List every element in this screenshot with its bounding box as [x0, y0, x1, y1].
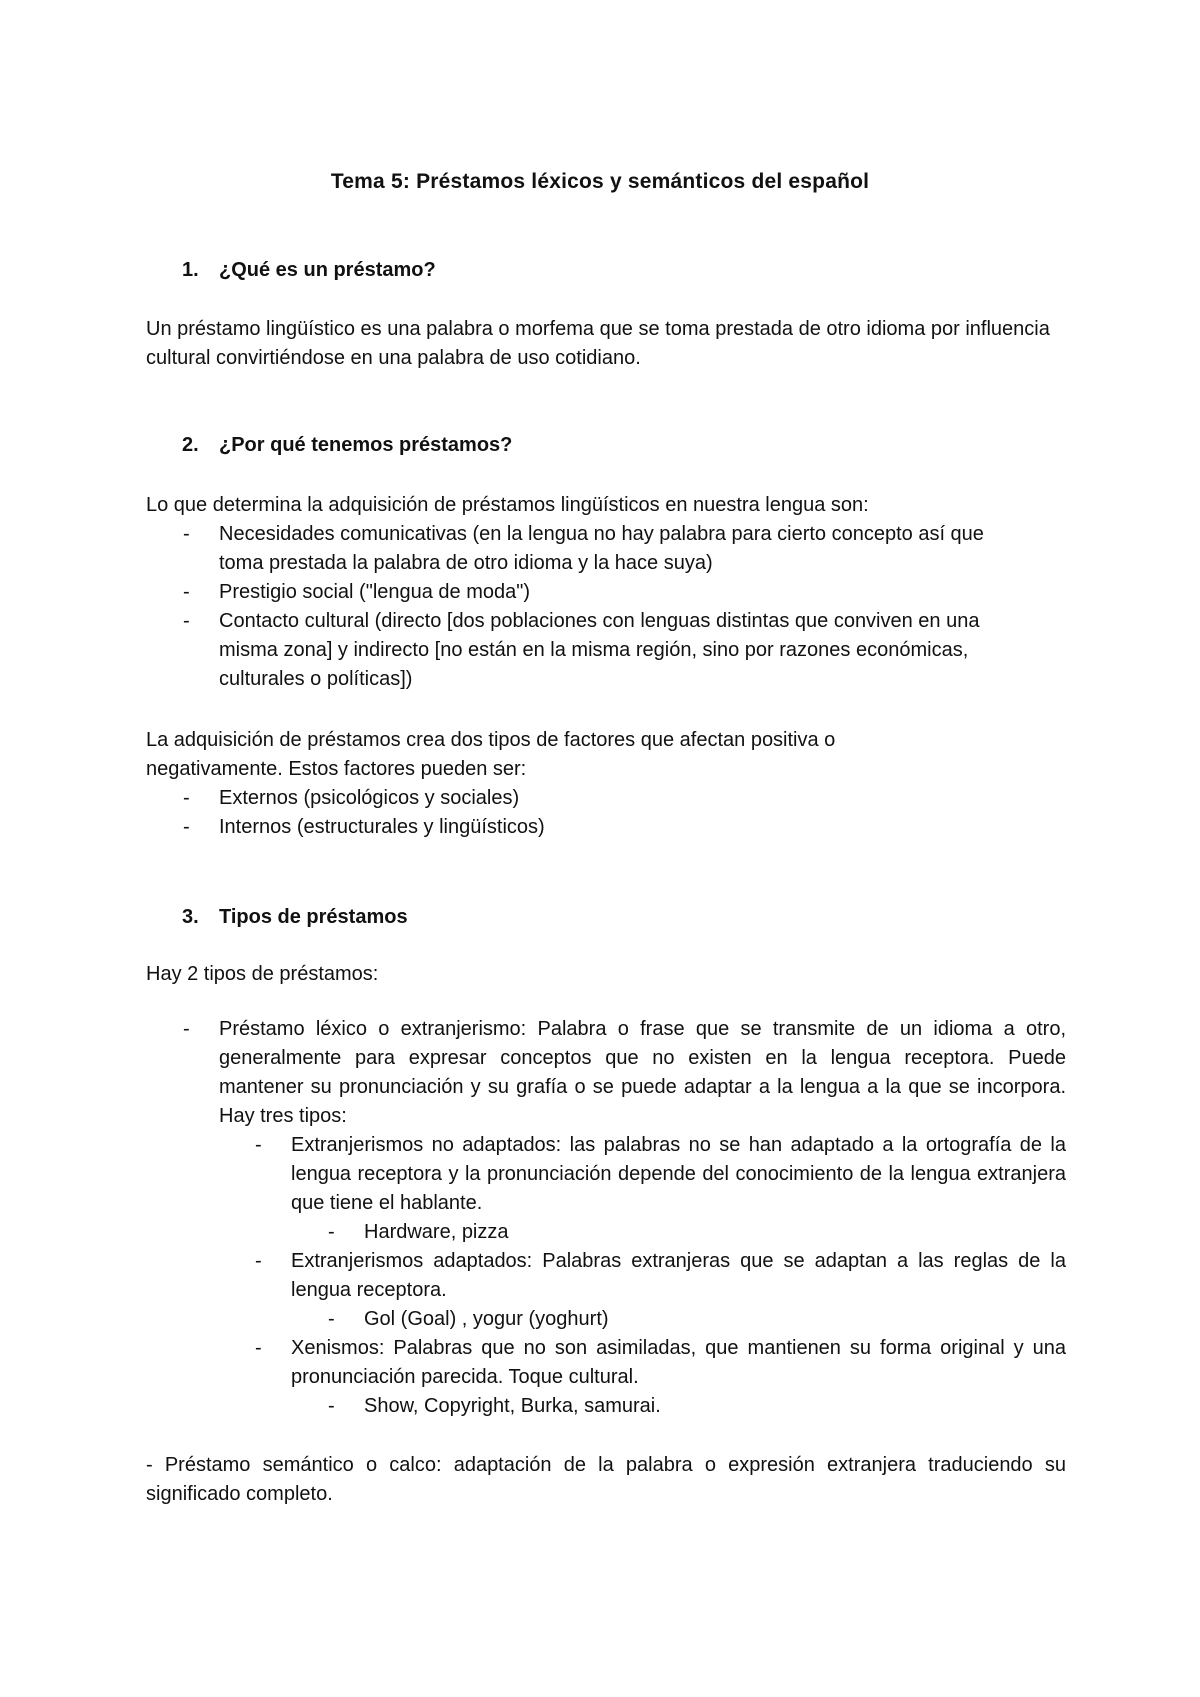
list-item-sub [146, 1131, 1066, 1218]
list-item-text: Contacto cultural (directo [dos poblaciones con lenguas distintas que conviven en una misma zona] y indirecto [no están en la misma región, sino por razones económicas, culturales o políticas]) [219, 610, 980, 690]
dash-marker: - [183, 610, 190, 632]
list-item [146, 784, 936, 813]
list-item-text: Xenismos: Palabras que no son asimiladas, que mantienen su forma original y una pronunciación parecida. Toque cultural. [291, 1337, 1066, 1388]
section-2-heading [182, 434, 512, 457]
section-3-intro: Hay 2 tipos de préstamos: [146, 963, 379, 985]
dash-marker: - [255, 1134, 262, 1156]
dash-marker: - [183, 1018, 190, 1040]
semantic-loan-paragraph: - Préstamo semántico o calco: adaptación de la palabra o expresión extranjera traduciendo su significado completo. [146, 1454, 1066, 1505]
dash-marker: - [183, 581, 190, 603]
list-item-text: Necesidades comunicativas (en la lengua no hay palabra para cierto concepto así que toma prestada la palabra de otro idioma y la hace suya) [219, 523, 984, 574]
list-item-text: Extranjerismos no adaptados: las palabras no se han adaptado a la ortografía de la lengua receptora y la pronunciación depende del conocimiento de la lengua extranjera que tiene el hablante. [291, 1134, 1066, 1214]
list-item-lexico [146, 1015, 1066, 1131]
list-item-example [146, 1305, 1066, 1334]
example-text: Gol (Goal) , yogur (yoghurt) [364, 1308, 609, 1330]
section-2-intro: Lo que determina la adquisición de préstamos lingüísticos en nuestra lengua son: [146, 494, 869, 516]
section-1-heading [182, 259, 436, 282]
list-item [146, 813, 936, 842]
dash-marker: - [255, 1337, 262, 1359]
reasons-list [146, 520, 1031, 694]
list-item-text: Prestigio social ("lengua de moda") [219, 581, 531, 603]
example-text: Show, Copyright, Burka, samurai. [364, 1395, 661, 1417]
list-item-text: Préstamo léxico o extranjerismo: Palabra o frase que se transmite de un idioma a otro, generalmente para expresar conceptos que no existen en la lengua receptora. Puede mantener su pronunciación y su grafía o se puede adaptar a la lengua a la que se incorpora. Hay tres tipos: [219, 1018, 1066, 1127]
dash-marker: - [183, 787, 190, 809]
section-1-title: ¿Qué es un préstamo? [219, 259, 436, 281]
list-item [146, 520, 1031, 578]
list-item-sub [146, 1334, 1066, 1392]
list-item-text: Internos (estructurales y lingüísticos) [219, 816, 545, 838]
document-title: Tema 5: Préstamos léxicos y semánticos del español [330, 170, 870, 193]
list-item-text: Externos (psicológicos y sociales) [219, 787, 520, 809]
list-item-sub [146, 1247, 1066, 1305]
factors-intro: La adquisición de préstamos crea dos tipos de factores que afectan positiva o negativamente. Estos factores pueden ser: [146, 729, 836, 780]
section-3-heading [182, 906, 408, 929]
section-1-number: 1. [182, 259, 199, 281]
dash-marker: - [255, 1250, 262, 1272]
factors-list [146, 784, 936, 842]
factors-block [146, 726, 936, 842]
section-3-number: 3. [182, 906, 199, 928]
section-2-body [146, 491, 1066, 694]
list-item-example [146, 1218, 1066, 1247]
section-2-title: ¿Por qué tenemos préstamos? [219, 434, 513, 456]
section-2-number: 2. [182, 434, 199, 456]
dash-marker: - [328, 1308, 335, 1330]
example-text: Hardware, pizza [364, 1221, 509, 1243]
dash-marker: - [328, 1221, 335, 1243]
list-item [146, 607, 1031, 694]
dash-marker: - [183, 816, 190, 838]
section-1-paragraph: Un préstamo lingüístico es una palabra o morfema que se toma prestada de otro idioma por influencia cultural convirtiéndose en una palabra de uso cotidiano. [146, 318, 1050, 369]
list-item-text: Extranjerismos adaptados: Palabras extranjeras que se adaptan a las reglas de la lengua receptora. [291, 1250, 1066, 1301]
list-item-example [146, 1392, 1066, 1421]
list-item [146, 578, 1031, 607]
loan-types-block [146, 1015, 1066, 1421]
dash-marker: - [183, 523, 190, 545]
loan-types-list [146, 1015, 1066, 1421]
dash-marker: - [328, 1395, 335, 1417]
section-3-title: Tipos de préstamos [219, 906, 408, 928]
